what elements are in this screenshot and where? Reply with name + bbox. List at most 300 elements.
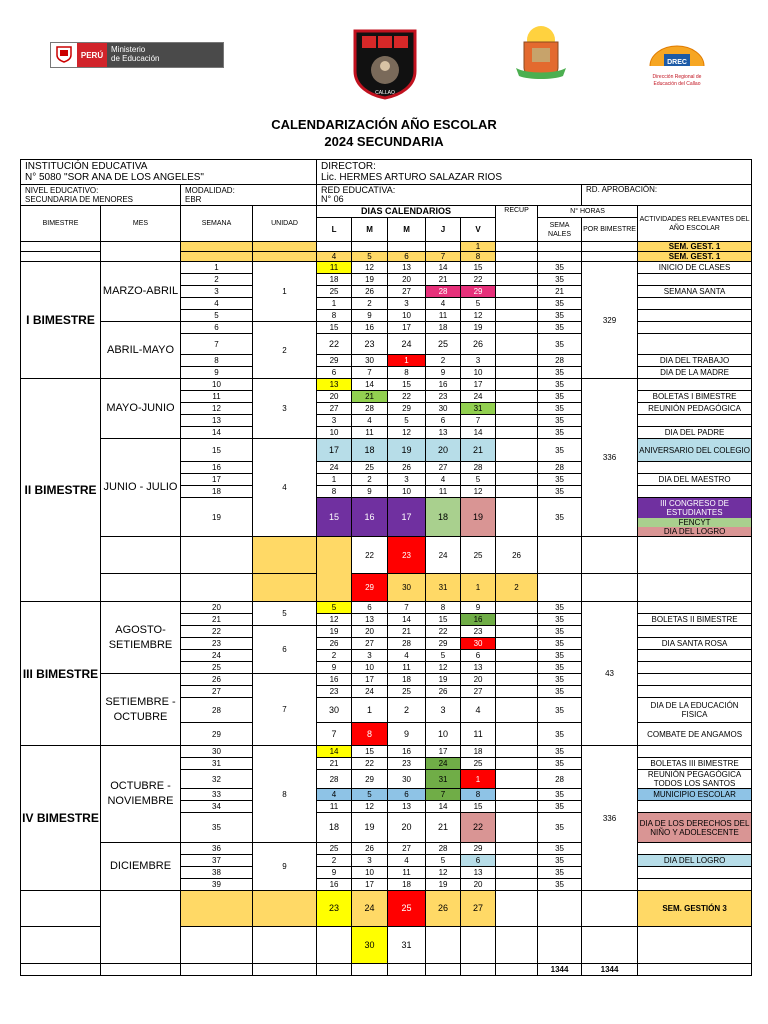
activity-cell: BOLETAS II BIMESTRE [638, 614, 752, 626]
week-number: 4 [181, 298, 253, 310]
minedu-text: Ministerio de Educación [107, 43, 223, 67]
bimestre-total: 329 [582, 262, 638, 379]
day-cell: 22 [461, 274, 496, 286]
day-cell: 18 [461, 746, 496, 758]
day-cell: 29 [388, 403, 426, 415]
minedu-logo [50, 42, 224, 68]
weekly-hours [538, 252, 582, 262]
recup-cell [496, 770, 538, 789]
header-mes: MES [101, 206, 181, 242]
day-cell: 10 [352, 867, 388, 879]
week-number: 30 [181, 746, 253, 758]
recup-cell [538, 927, 582, 964]
calendar-row [21, 574, 752, 602]
header-unidad: UNIDAD [253, 206, 317, 242]
day-cell: 1 [388, 355, 426, 367]
week-number: 36 [181, 843, 253, 855]
weekly-hours: 35 [538, 855, 582, 867]
bimestre-cell [101, 537, 181, 574]
unidad-cell [253, 242, 317, 252]
page-title: CALENDARIZACIÓN AÑO ESCOLAR 2024 SECUNDARIA [271, 117, 497, 149]
bimestre-cell [21, 242, 101, 252]
day-cell: 9 [461, 602, 496, 614]
rd-cell: RD. APROBACIÓN: [582, 185, 752, 206]
recup-cell [496, 891, 538, 927]
day-cell: 14 [461, 427, 496, 439]
day-cell: 28 [426, 286, 461, 298]
day-cell: 6 [388, 252, 426, 262]
activity-cell [638, 879, 752, 891]
day-cell: 6 [461, 650, 496, 662]
day-cell: 21 [426, 274, 461, 286]
empty-cell [638, 964, 752, 976]
day-cell: 20 [317, 391, 352, 403]
activity-cell: ANIVERSARIO DEL COLEGIO [638, 439, 752, 462]
recup-cell [496, 614, 538, 626]
week-number: 12 [181, 403, 253, 415]
recup-cell [496, 462, 538, 474]
recup-cell [496, 650, 538, 662]
mes-cell [181, 574, 253, 602]
weekly-hours: 35 [538, 879, 582, 891]
week-number [253, 927, 317, 964]
day-cell: 7 [461, 415, 496, 427]
day-cell: 25 [317, 843, 352, 855]
week-number: 16 [181, 462, 253, 474]
day-cell: 7 [388, 602, 426, 614]
weekly-hours [582, 537, 638, 574]
nivel-cell: NIVEL EDUCATIVO: SECUNDARIA DE MENORES [21, 185, 181, 206]
empty-cell [101, 964, 181, 976]
activity-cell [638, 310, 752, 322]
activity-cell: III CONGRESO DE ESTUDIANTES FENCYT DIA DEL LOGRO [638, 498, 752, 537]
day-cell: 16 [317, 879, 352, 891]
day-cell: 11 [388, 867, 426, 879]
day-cell: 23 [317, 891, 352, 927]
day-cell: 10 [317, 427, 352, 439]
activity-cell: DIA DEL PADRE [638, 427, 752, 439]
recup-cell [496, 298, 538, 310]
day-cell: 22 [317, 334, 352, 355]
month-label: MAYO-JUNIO [101, 379, 181, 439]
weekly-hours [538, 242, 582, 252]
fencyt-label: FENCYT [638, 518, 751, 527]
day-cell: 4 [388, 650, 426, 662]
drec-logo-icon [640, 40, 714, 92]
day-cell: 4 [388, 855, 426, 867]
day-cell: 10 [352, 662, 388, 674]
day-cell: 29 [317, 355, 352, 367]
week-number [181, 242, 253, 252]
weekly-hours: 35 [538, 638, 582, 650]
calendar-row [21, 379, 752, 391]
header-actividades: ACTIVIDADES RELEVANTES DEL AÑO ESCOLAR [638, 206, 752, 242]
recup-cell [496, 334, 538, 355]
weekly-hours: 35 [538, 379, 582, 391]
day-cell: 4 [426, 298, 461, 310]
activity-cell [638, 462, 752, 474]
empty-cell [21, 964, 101, 976]
day-cell [426, 242, 461, 252]
day-cell: 3 [388, 474, 426, 486]
day-cell: 31 [461, 403, 496, 415]
month-label: ABRIL-MAYO [101, 322, 181, 379]
day-cell: 16 [388, 746, 426, 758]
activity-cell: SEM. GEST. 1 [638, 242, 752, 252]
weekly-hours: 35 [538, 391, 582, 403]
recup-cell [496, 474, 538, 486]
weekly-hours: 28 [538, 770, 582, 789]
weekly-hours: 35 [538, 439, 582, 462]
day-cell: 30 [317, 698, 352, 723]
day-cell: 20 [461, 879, 496, 891]
activity-cell: INICIO DE CLASES [638, 262, 752, 274]
day-cell: 19 [317, 626, 352, 638]
recup-cell [496, 379, 538, 391]
day-cell: 11 [426, 310, 461, 322]
day-cell: 13 [388, 262, 426, 274]
day-cell: 27 [388, 286, 426, 298]
day-cell: 17 [352, 674, 388, 686]
weekly-hours: 35 [538, 498, 582, 537]
recup-cell [496, 355, 538, 367]
header-semanales: SEMA NALES [538, 218, 582, 242]
week-number: 10 [181, 379, 253, 391]
bimestre-cell [21, 252, 101, 262]
recup-cell [496, 252, 538, 262]
activity-cell: SEM. GESTIÓN 3 [638, 891, 752, 927]
week-number: 21 [181, 614, 253, 626]
recup-cell [496, 801, 538, 813]
bimestre-cell [21, 891, 101, 927]
day-cell [496, 927, 538, 964]
day-cell: 30 [388, 770, 426, 789]
day-cell: 15 [388, 379, 426, 391]
day-cell: 15 [426, 614, 461, 626]
recup-cell [496, 286, 538, 298]
day-cell: 18 [426, 498, 461, 537]
month-label: OCTUBRE - NOVIEMBRE [101, 746, 181, 843]
week-number: 2 [181, 274, 253, 286]
day-cell [426, 927, 461, 964]
week-number: 33 [181, 789, 253, 801]
day-cell: 8 [461, 789, 496, 801]
day-cell: 6 [352, 602, 388, 614]
activity-cell [638, 415, 752, 427]
recup-cell [496, 274, 538, 286]
week-number: 19 [181, 498, 253, 537]
day-cell: 20 [388, 813, 426, 843]
recup-cell [496, 322, 538, 334]
weekly-hours: 35 [538, 723, 582, 746]
day-cell: 9 [426, 367, 461, 379]
day-cell: 14 [426, 801, 461, 813]
day-cell: 13 [426, 427, 461, 439]
weekly-hours: 35 [538, 674, 582, 686]
recup-cell [496, 662, 538, 674]
day-cell: 14 [352, 379, 388, 391]
day-cell: 14 [388, 614, 426, 626]
weekly-hours [582, 574, 638, 602]
weekly-hours: 28 [538, 462, 582, 474]
recup-cell [496, 486, 538, 498]
activity-cell [638, 298, 752, 310]
activity-cell [638, 274, 752, 286]
logo-bar [0, 0, 768, 110]
header-day-m2: M [388, 218, 426, 242]
day-cell: 28 [352, 403, 388, 415]
empty-cell [461, 964, 496, 976]
activity-cell [638, 801, 752, 813]
recup-cell [496, 262, 538, 274]
day-cell: 20 [426, 439, 461, 462]
week-number: 13 [181, 415, 253, 427]
day-cell: 10 [388, 486, 426, 498]
header-day-l: L [317, 218, 352, 242]
weekly-hours: 35 [538, 662, 582, 674]
weekly-hours: 35 [538, 262, 582, 274]
day-cell: 27 [426, 462, 461, 474]
unit-number: 2 [253, 322, 317, 379]
day-cell: 9 [317, 867, 352, 879]
recup-cell [496, 789, 538, 801]
recup-cell [496, 746, 538, 758]
day-cell: 8 [352, 723, 388, 746]
mes-cell [181, 927, 253, 964]
weekly-hours: 35 [538, 602, 582, 614]
activity-cell [638, 626, 752, 638]
weekly-hours [582, 927, 638, 964]
day-cell: 31 [426, 770, 461, 789]
day-cell: 26 [426, 891, 461, 927]
day-cell: 28 [461, 462, 496, 474]
activity-cell: REUNIÓN PEGAGÓGICA TODOS LOS SANTOS [638, 770, 752, 789]
recup-cell [496, 686, 538, 698]
day-cell: 25 [461, 758, 496, 770]
day-cell: 5 [352, 789, 388, 801]
bimestre-hours [638, 537, 752, 574]
weekly-hours: 35 [538, 298, 582, 310]
day-cell: 15 [461, 262, 496, 274]
day-cell: 4 [352, 415, 388, 427]
day-cell: 11 [352, 427, 388, 439]
unit-number: 9 [253, 843, 317, 891]
header-dias: DIAS CALENDARIOS [317, 206, 496, 218]
peru-shield-icon [51, 43, 77, 65]
day-cell: 12 [426, 662, 461, 674]
week-number: 32 [181, 770, 253, 789]
activity-cell: DIA DE LA MADRE [638, 367, 752, 379]
day-cell: 25 [461, 537, 496, 574]
day-cell: 6 [388, 789, 426, 801]
empty-cell [496, 964, 538, 976]
recup-cell [496, 427, 538, 439]
day-cell: 21 [461, 439, 496, 462]
week-number: 9 [181, 367, 253, 379]
weekly-hours: 35 [538, 698, 582, 723]
day-cell: 17 [388, 498, 426, 537]
week-number: 35 [181, 813, 253, 843]
calendar-row [21, 891, 752, 927]
day-cell [461, 927, 496, 964]
weekly-hours: 35 [538, 310, 582, 322]
week-number: 31 [181, 758, 253, 770]
recup-cell [496, 242, 538, 252]
activity-cell: DIA DEL LOGRO [638, 855, 752, 867]
activity-cell: BOLETAS I BIMESTRE [638, 391, 752, 403]
day-cell: 5 [461, 474, 496, 486]
week-number: 25 [181, 662, 253, 674]
day-cell: 13 [461, 662, 496, 674]
weekly-hours: 35 [538, 758, 582, 770]
unit-number: 6 [253, 626, 317, 674]
day-cell: 8 [317, 310, 352, 322]
day-cell: 4 [426, 474, 461, 486]
day-cell: 24 [426, 758, 461, 770]
unidad-cell [317, 927, 352, 964]
header-row-1 [21, 206, 752, 218]
calendar-row [21, 674, 752, 686]
month-label: MARZO-ABRIL [101, 262, 181, 322]
day-cell: 11 [317, 262, 352, 274]
unit-number: 1 [253, 262, 317, 322]
activity-cell: DIA DE LOS DERECHOS DEL NIÑO Y ADOLESCENTE [638, 813, 752, 843]
recup-cell [496, 698, 538, 723]
day-cell [352, 242, 388, 252]
week-number: 29 [181, 723, 253, 746]
day-cell: 15 [317, 322, 352, 334]
unidad-cell [253, 891, 317, 927]
totals-row [21, 964, 752, 976]
day-cell: 17 [426, 746, 461, 758]
day-cell: 1 [461, 574, 496, 602]
recup-cell [496, 602, 538, 614]
day-cell: 16 [352, 498, 388, 537]
red-cell: RED EDUCATIVA: N° 06 [317, 185, 582, 206]
day-cell: 25 [317, 286, 352, 298]
activity-cell: BOLETAS III BIMESTRE [638, 758, 752, 770]
week-number: 22 [181, 626, 253, 638]
month-label: SETIEMBRE -OCTUBRE [101, 674, 181, 746]
empty-cell [253, 964, 317, 976]
day-cell: 26 [388, 462, 426, 474]
day-cell: 26 [496, 537, 538, 574]
day-cell: 24 [388, 334, 426, 355]
day-cell: 27 [352, 638, 388, 650]
weekly-hours: 35 [538, 415, 582, 427]
week-number: 24 [181, 650, 253, 662]
weekly-hours: 35 [538, 427, 582, 439]
day-cell: 2 [317, 650, 352, 662]
header-semana: SEMANA [181, 206, 253, 242]
day-cell: 9 [317, 662, 352, 674]
weekly-hours: 35 [538, 403, 582, 415]
calendar-row [21, 602, 752, 614]
day-cell: 24 [352, 686, 388, 698]
day-cell: 5 [317, 602, 352, 614]
day-cell: 25 [388, 686, 426, 698]
day-cell: 16 [317, 674, 352, 686]
day-cell: 18 [426, 322, 461, 334]
bimestre-label: IV BIMESTRE [21, 746, 101, 891]
day-cell: 29 [352, 770, 388, 789]
day-cell: 18 [388, 879, 426, 891]
day-cell: 1 [461, 770, 496, 789]
day-cell: 23 [426, 391, 461, 403]
day-cell: 5 [461, 298, 496, 310]
week-number [181, 891, 253, 927]
day-cell: 22 [352, 758, 388, 770]
week-number: 37 [181, 855, 253, 867]
day-cell: 19 [352, 813, 388, 843]
calendar-table [20, 159, 752, 976]
day-cell: 30 [352, 927, 388, 964]
weekly-hours: 35 [538, 650, 582, 662]
recup-cell [496, 498, 538, 537]
week-number: 7 [181, 334, 253, 355]
day-cell: 19 [426, 674, 461, 686]
day-cell: 13 [461, 867, 496, 879]
day-cell: 3 [388, 298, 426, 310]
recup-cell [496, 867, 538, 879]
day-cell: 6 [461, 855, 496, 867]
activity-cell [638, 674, 752, 686]
activity-cell: DIA SANTA ROSA [638, 638, 752, 650]
header-day-m: M [352, 218, 388, 242]
day-cell: 31 [426, 574, 461, 602]
day-cell: 13 [317, 379, 352, 391]
day-cell: 10 [461, 367, 496, 379]
day-cell: 6 [317, 367, 352, 379]
week-number: 6 [181, 322, 253, 334]
day-cell: 5 [426, 855, 461, 867]
school-crest-icon [352, 28, 418, 100]
calendar-row [21, 439, 752, 462]
day-cell: 30 [388, 574, 426, 602]
day-cell: 20 [388, 274, 426, 286]
month-label: JUNIO - JULIO [101, 439, 181, 537]
weekly-hours: 35 [538, 867, 582, 879]
day-cell: 22 [388, 391, 426, 403]
empty-cell [352, 964, 388, 976]
day-cell: 22 [352, 537, 388, 574]
day-cell: 11 [317, 801, 352, 813]
recup-cell [496, 310, 538, 322]
day-cell: 27 [317, 403, 352, 415]
day-cell: 7 [426, 252, 461, 262]
day-cell: 5 [426, 650, 461, 662]
day-cell: 22 [461, 813, 496, 843]
activity-cell [638, 686, 752, 698]
bimestre-hours [582, 891, 638, 927]
weekly-hours: 35 [538, 322, 582, 334]
day-cell: 8 [461, 252, 496, 262]
day-cell: 6 [426, 415, 461, 427]
day-cell: 12 [461, 310, 496, 322]
recup-cell [496, 674, 538, 686]
week-number: 15 [181, 439, 253, 462]
weekly-hours: 35 [538, 626, 582, 638]
day-cell: 12 [317, 614, 352, 626]
day-cell: 30 [461, 638, 496, 650]
day-cell: 11 [388, 662, 426, 674]
activity-cell: REUNIÓN PEDAGÓGICA [638, 403, 752, 415]
recup-cell [538, 574, 582, 602]
week-number: 18 [181, 486, 253, 498]
weekly-hours: 35 [538, 789, 582, 801]
day-cell: 21 [317, 758, 352, 770]
mes-cell [181, 537, 253, 574]
